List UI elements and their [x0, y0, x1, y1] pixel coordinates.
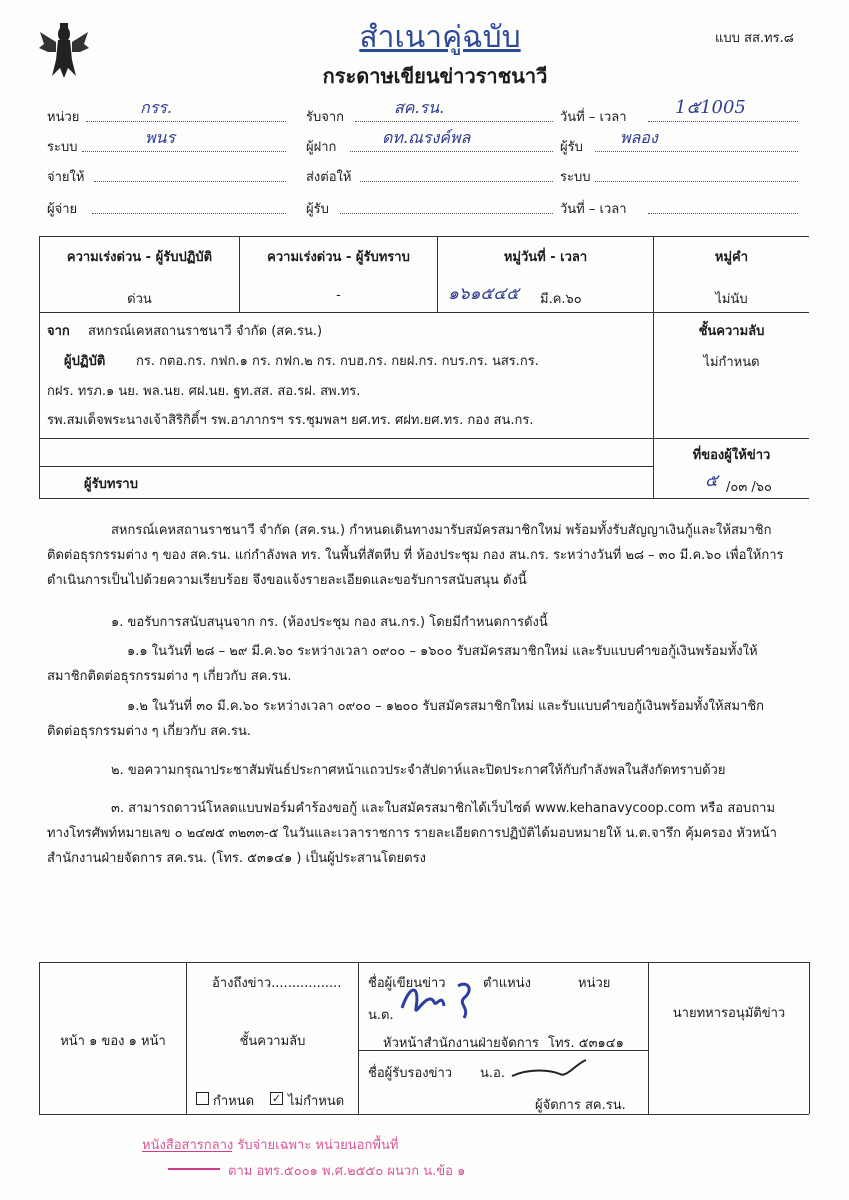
approver-label: นายทหารอนุมัติข่าว [672, 1006, 786, 1021]
writer-signature [398, 978, 488, 1022]
certifier-position: ผู้จัดการ สค.รน. [535, 1098, 626, 1113]
receiver-label: ผู้รับ [560, 140, 583, 155]
certifier-label: ชื่อผู้รับรองข่าว [368, 1066, 453, 1081]
paragraph-item-3: ๓. สามารถดาวน์โหลดแบบฟอร์มคำร้องขอกู้ และใบสมัครสมาชิกได้เว็บไซต์ www.kehanavycoop.com หรือ สอบถามทางโทรศัพท์หมายเลข ๐ ๒๔๗๕ ๓๒๓๓-๕ ในวันและเวลาราชการ รายละเอียดการปฏิบัติได้มอบหมายให้ น.ต.จารึก คุ้มครอง หัวหน้าสำนักงานฝ่ายจัดการ สค.รน. (โทร. ๕๓๑๔๑ ) เป็นผู้ประสานโดยตรง [47, 801, 777, 866]
stamp-line-1: หนังสือสารกลาง รับจ่ายเฉพาะ หน่วยนอกพื้นที่ [142, 1138, 399, 1153]
col4-header: หมู่คำ [714, 250, 749, 265]
from-value: สหกรณ์เคหสถานราชนาวี จำกัด (สค.รน.) [88, 324, 323, 339]
paragraph-item-2: ๒. ขอความกรุณาประชาสัมพันธ์ประกาศหน้าแถวประจำสัปดาห์และปิดประกาศให้กับกำลังพลในสังกัดทราบด้วย [111, 763, 726, 778]
depositor-label: ผู้ฝาก [306, 140, 337, 155]
checkbox-not-defined-label: ไม่กำหนด [288, 1094, 345, 1109]
sender-no-label: ที่ของผู้ให้ข่าว [692, 448, 771, 463]
system-label: ระบบ [47, 140, 78, 155]
col2-value: - [336, 288, 341, 303]
action-label: ผู้ปฏิบัติ [64, 354, 106, 369]
dispatcher-label: ผู้จ่าย [47, 202, 78, 217]
unit-value: กรร. [140, 98, 172, 117]
from-label: จาก [47, 324, 70, 339]
reference-label: อ้างถึงข่าว................. [212, 976, 342, 991]
action-line-1: กร. กตอ.กร. กฟก.๑ กร. กฟก.๒ กร. กบฮ.กร. กยฝ.กร. กบร.กร. นสร.กร. [136, 354, 539, 369]
writer-phone: โทร. ๕๓๑๔๑ [548, 1036, 624, 1051]
datetime2-label: วันที่ – เวลา [560, 202, 627, 217]
system-value: พนร [145, 128, 176, 147]
datetime-value: 1๕1005 [675, 97, 746, 118]
checkbox-not-defined[interactable]: ✓ [271, 1092, 282, 1105]
writer-position: หัวหน้าสำนักงานฝ่ายจัดการ [383, 1036, 539, 1051]
form-title: กระดาษเขียนข่าวราชนาวี [322, 64, 548, 88]
certifier-signature [510, 1058, 590, 1086]
unit-label: หน่วย [47, 110, 80, 125]
checkbox-defined[interactable] [196, 1092, 209, 1105]
info-label: ผู้รับทราบ [84, 477, 138, 492]
datetime-label: วันที่ – เวลา [560, 110, 627, 125]
received-from-value: สค.รน. [394, 98, 445, 117]
paragraph-item-1-1: ๑.๑ ในวันที่ ๒๘ – ๒๙ มี.ค.๖๐ ระหว่างเวลา ๐๙๐๐ – ๑๖๐๐ รับสมัครสมาชิกใหม่ และรับแบบคำขอกู้เงินพร้อมทั้งให้สมาชิกติดต่อธุรกรรมต่าง ๆ เกี่ยวกับ สค.รน. [47, 644, 758, 684]
receiver-value: พลอง [620, 128, 658, 147]
action-line-2: กฝร. ทรภ.๑ นย. พล.นย. ศฝ.นย. ฐท.สส. สอ.รฝ. สพ.ทร. [47, 384, 361, 399]
stamp-line-2: ตาม อทร.๕๐๐๑ พ.ศ.๒๕๕๐ ผนวก น.ข้อ ๑ [228, 1164, 466, 1179]
col3-header: หมู่วันที่ - เวลา [503, 250, 588, 265]
form-code: แบบ สส.ทร.๘ [715, 31, 794, 46]
col1-header: ความเร่งด่วน - ผู้รับปฏิบัติ [66, 250, 213, 265]
forward-to-label: ส่งต่อให้ [306, 170, 352, 185]
writer-label: ชื่อผู้เขียนข่าว [368, 976, 446, 991]
col4-value: ไม่นับ [715, 292, 748, 307]
unit-label-footer: หน่วย [578, 976, 611, 991]
checkbox-defined-label: กำหนด [213, 1094, 255, 1109]
sender-no-value: /๐๓ /๖๐ [726, 480, 772, 495]
col2-header: ความเร่งด่วน - ผู้รับทราบ [267, 250, 410, 265]
receiver2-label: ผู้รับ [306, 202, 329, 217]
depositor-value: ดท.ณรงค์พล [382, 128, 471, 147]
classification-value: ไม่กำหนด [703, 355, 760, 370]
paragraph-intro: สหกรณ์เคหสถานราชนาวี จำกัด (สค.รน.) กำหนดเดินทางมารับสมัครสมาชิกใหม่ พร้อมทั้งรับสัญญาเงินกู้และให้สมาชิกติดต่อธุรกรรมต่าง ๆ ของ สค.รน. แก่กำลังพล ทร. ในพื้นที่สัตหีบ ที่ ห้องประชุม กอง สน.กร. ระหว่างวันที่ ๒๘ – ๓๐ มี.ค.๖๐ เพื่อให้การดำเนินการเป็นไปด้วยความเรียบร้อย จึงขอแจ้งรายละเอียดและขอรับการสนับสนุน ดังนี้ [47, 523, 784, 588]
garuda-emblem-icon [38, 22, 90, 80]
paragraph-item-1: ๑. ขอรับการสนับสนุนจาก กร. (ห้องประชุม กอง สน.กร.) โดยมีกำหนดการดังนี้ [111, 615, 548, 630]
writer-rank: น.ต. [368, 1008, 394, 1023]
action-line-3: รพ.สมเด็จพระนางเจ้าสิริกิติ์ฯ รพ.อาภากรฯ รร.ชุมพลฯ ยศ.ทร. ศฝท.ยศ.ทร. กอง สน.กร. [47, 413, 534, 428]
position-label: ตำแหน่ง [483, 976, 531, 991]
paragraph-item-1-2: ๑.๒ ในวันที่ ๓๐ มี.ค.๖๐ ระหว่างเวลา ๐๙๐๐ – ๑๒๐๐ รับสมัครสมาชิกใหม่ และรับแบบคำขอกู้เงินพร้อมทั้งให้สมาชิกติดต่อธุรกรรมต่าง ๆ เกี่ยวกับ สค.รน. [47, 699, 765, 739]
certifier-rank: น.อ. [480, 1066, 505, 1081]
copy-title: สำเนาคู่ฉบับ [359, 20, 521, 55]
sender-no-handwritten: ๕ [705, 471, 718, 491]
page-label: หน้า ๑ ของ ๑ หน้า [60, 1034, 166, 1049]
system2-label: ระบบ [560, 170, 591, 185]
col3-value-month: มี.ค.๖๐ [540, 292, 582, 307]
col3-value-handwritten: ๑๖๑๕๔๕ [448, 284, 519, 304]
classification-label: ชั้นความลับ [698, 324, 765, 339]
col1-value: ด่วน [127, 292, 152, 307]
dispatch-to-label: จ่ายให้ [47, 170, 85, 185]
footer-classification-label: ชั้นความลับ [239, 1034, 306, 1049]
received-from-label: รับจาก [306, 110, 345, 125]
